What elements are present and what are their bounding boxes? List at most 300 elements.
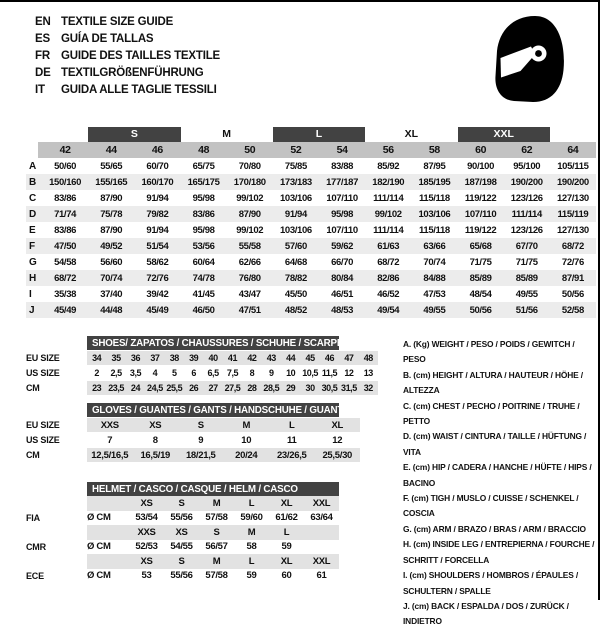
measurement-value-cell: 68/72: [561, 240, 584, 252]
measurement-value-cell: 173/183: [279, 176, 312, 188]
measurement-value-cell: 87/90: [238, 208, 261, 220]
gloves-size-value: XS: [149, 419, 162, 431]
shoes-us-size-value: 11,5: [321, 368, 338, 378]
gloves-cm-label: CM: [26, 450, 40, 460]
gloves-eu-size-label: EU SIZE: [26, 420, 60, 430]
measurement-value-cell: 115/119: [557, 208, 589, 220]
measurement-value-cell: 87/91: [561, 272, 584, 284]
helmet-table: [26, 482, 339, 583]
numeric-size-label: 44: [105, 144, 117, 156]
helmet-diameter-unit: Ø CM: [87, 570, 111, 582]
gloves-cm-value: 23/26,5: [276, 449, 307, 461]
helmet-table-title: HELMET / CASCO / CASQUE / HELM / CASCO: [87, 482, 339, 496]
gloves-size-value: XL: [331, 419, 344, 431]
shoes-eu-size-value: 37: [150, 353, 160, 363]
measurement-value-cell: 49/55: [515, 288, 538, 300]
helmet-size-row: [26, 496, 339, 511]
helmet-size-label: S: [213, 526, 220, 538]
helmet-diameter-value: 52/53: [135, 541, 158, 553]
table-row: [26, 174, 596, 190]
language-title-text: GUIDA ALLE TAGLIE TESSILI: [61, 83, 217, 96]
numeric-size-label: 50: [244, 144, 256, 156]
shoes-eu-size-value: 34: [92, 353, 102, 363]
measurement-value-cell: 67/70: [515, 240, 538, 252]
size-group-xxl: XXL: [458, 127, 550, 142]
shoes-eu-size-value: 45: [305, 353, 315, 363]
helmet-standard-label: ECE: [26, 570, 44, 581]
measurement-value-cell: 99/102: [374, 208, 402, 220]
shoes-cm-value: 27,5: [224, 383, 241, 393]
language-title-row: [35, 81, 220, 98]
gloves-us-size-value: 11: [287, 434, 297, 446]
measurement-value-cell: 65/68: [469, 240, 492, 252]
shoes-eu-size-value: 38: [169, 353, 179, 363]
shoes-us-size-value: 13: [363, 368, 373, 378]
helmet-size-row: [26, 554, 339, 569]
language-title-row: [35, 30, 220, 47]
measurement-value-cell: 45/50: [284, 288, 307, 300]
gloves-us-size-value: 9: [198, 434, 204, 446]
helmet-size-label: S: [178, 497, 185, 509]
measurement-value-cell: 50/60: [54, 160, 77, 172]
shoes-cm-value: 31,5: [341, 383, 357, 393]
legend-item: I. (cm) SHOULDERS / HOMBROS / ÉPAULES / SCHULTERN / SPALLE: [403, 570, 579, 596]
shoes-cm-value: 25,5: [166, 383, 183, 393]
measurement-value-cell: 107/110: [464, 208, 497, 220]
measurement-value-cell: 56/60: [100, 256, 123, 268]
measurement-value-cell: 59/62: [331, 240, 354, 252]
measurement-value-cell: 95/98: [192, 224, 215, 236]
legend-item: C. (cm) CHEST / PECHO / POITRINE / TRUHE / PETTO: [403, 400, 580, 427]
measurement-value-cell: 62/66: [238, 256, 261, 268]
shoes-eu-size-value: 46: [324, 353, 335, 363]
row-label: I: [29, 288, 32, 300]
measurement-value-cell: 70/74: [100, 272, 123, 284]
measurement-value-cell: 127/130: [556, 224, 589, 236]
measurement-value-cell: 44/48: [100, 304, 123, 316]
measurement-value-cell: 160/170: [141, 176, 174, 188]
table-row: [26, 190, 596, 206]
measurement-value-cell: 123/126: [510, 192, 543, 204]
language-code: EN: [35, 15, 51, 28]
measurement-value-cell: 41/45: [192, 288, 215, 300]
measurement-value-cell: 83/86: [54, 192, 77, 204]
helmet-size-label: L: [283, 526, 290, 538]
shoes-us-size-value: 12: [344, 368, 354, 378]
measurement-value-cell: 111/114: [511, 208, 542, 220]
measurement-value-cell: 95/100: [513, 160, 541, 172]
measurement-value-cell: 54/58: [54, 256, 77, 268]
helmet-value-row: [26, 511, 339, 526]
shoes-us-size-value: 4: [152, 368, 158, 378]
size-group-s: S: [88, 127, 180, 142]
gloves-us-size-row: [26, 433, 360, 447]
measurement-value-cell: 75/85: [284, 160, 307, 172]
measurement-value-cell: 99/102: [236, 192, 264, 204]
measurement-value-cell: 83/86: [192, 208, 215, 220]
measurement-value-cell: 87/90: [100, 192, 123, 204]
language-title-list: [35, 13, 220, 98]
helmet-standard-group: [26, 496, 339, 525]
helmet-size-label: M: [212, 497, 221, 509]
language-title-text: GUIDE DES TAILLES TEXTILE: [61, 49, 220, 62]
row-label: D: [29, 208, 37, 220]
measurement-value-cell: 150/160: [49, 176, 82, 188]
helmet-size-row: [26, 525, 339, 540]
helmet-size-label: XL: [280, 555, 293, 567]
legend-item: E. (cm) HIP / CADERA / HANCHE / HÜFTE / HIPS / BACINO: [403, 462, 592, 488]
measurement-value-cell: 95/98: [331, 208, 354, 220]
measurement-value-cell: 165/175: [187, 176, 220, 188]
measurement-value-cell: 107/110: [326, 192, 358, 204]
measurement-value-cell: 57/60: [284, 240, 307, 252]
measurement-value-cell: 49/52: [100, 240, 123, 252]
gloves-size-value: L: [288, 419, 295, 431]
measurement-value-cell: 48/54: [469, 288, 492, 300]
gloves-cm-value: 12,5/16,5: [91, 449, 129, 461]
language-title-row: [35, 64, 220, 81]
table-row: [26, 206, 596, 222]
measurement-value-cell: 115/118: [418, 192, 450, 204]
row-label: E: [29, 224, 36, 236]
legend-item: H. (cm) INSIDE LEG / ENTREPIERNA / FOURCHE / SCHRITT / FORCELLA: [403, 539, 595, 565]
measurement-value-cell: 85/89: [469, 272, 492, 284]
measurement-value-cell: 127/130: [556, 192, 589, 204]
shoes-table: [26, 336, 378, 395]
measurement-value-cell: 64/68: [284, 256, 307, 268]
legend-item: J. (cm) BACK / ESPALDA / DOS / ZURÜCK / INDIETRO: [403, 600, 569, 627]
legend-item: B. (cm) HEIGHT / ALTURA / HAUTEUR / HÖHE / ALTEZZA: [403, 369, 583, 396]
table-row: [26, 254, 596, 270]
language-title-text: GUÍA DE TALLAS: [61, 32, 154, 45]
measurement-value-cell: 46/50: [192, 304, 215, 316]
measurement-value-cell: 35/38: [54, 288, 77, 300]
legend-item: D. (cm) WAIST / CINTURA / TAILLE / HÜFTUNG / VITA: [403, 431, 587, 457]
shoes-eu-size-value: 39: [189, 353, 199, 363]
measurement-value-cell: 60/64: [192, 256, 215, 268]
helmet-size-label: XS: [140, 497, 153, 509]
measurement-value-cell: 95/98: [192, 192, 215, 204]
measurement-value-cell: 71/74: [54, 208, 77, 220]
shoes-cm-value: 29: [286, 383, 296, 393]
measurement-value-cell: 47/50: [54, 240, 77, 252]
measurement-value-cell: 91/94: [284, 208, 307, 220]
measurement-value-cell: 82/86: [377, 272, 400, 284]
measurement-value-cell: 187/198: [464, 176, 497, 188]
legend-item: A. (Kg) WEIGHT / PESO / POIDS / GEWITCH / PESO: [403, 339, 575, 365]
helmet-icon: [490, 13, 568, 105]
helmet-diameter-value: 56/57: [205, 541, 228, 553]
measurement-rows: [26, 158, 596, 318]
measurement-value-cell: 190/200: [556, 176, 589, 188]
shoes-us-size-value: 5: [172, 368, 177, 378]
shoes-eu-size-value: 42: [247, 353, 257, 363]
helmet-standard-group: [26, 554, 339, 583]
gloves-cm-value: 18/21,5: [185, 449, 216, 461]
shoes-cm-value: 24,5: [147, 383, 163, 393]
shoes-us-size-value: 6: [191, 368, 196, 378]
measurement-value-cell: 90/100: [467, 160, 495, 172]
numeric-size-label: 60: [475, 144, 487, 156]
size-group-header-row: [26, 126, 596, 142]
measurement-value-cell: 91/94: [146, 192, 169, 204]
measurement-value-cell: 115/118: [418, 224, 450, 236]
gloves-cm-value: 25,5/30: [322, 449, 353, 461]
table-row: [26, 222, 596, 238]
row-label: G: [29, 256, 37, 268]
measurement-value-cell: 79/82: [146, 208, 169, 220]
helmet-diameter-value: 57/58: [205, 570, 228, 582]
helmet-size-label: M: [247, 526, 256, 538]
shoes-cm-value: 30: [305, 383, 315, 393]
size-group-m: M: [222, 128, 232, 140]
numeric-size-label: 54: [336, 144, 348, 156]
measurement-value-cell: 55/58: [238, 240, 261, 252]
measurement-value-cell: 49/55: [423, 304, 446, 316]
gloves-eu-size-row: [26, 418, 360, 432]
helmet-size-label: S: [178, 555, 185, 567]
measurement-value-cell: 170/180: [233, 176, 266, 188]
shoes-eu-size-value: 35: [111, 353, 121, 363]
measurement-value-cell: 49/54: [377, 304, 400, 316]
measurement-value-cell: 58/62: [146, 256, 169, 268]
helmet-diameter-value: 55/56: [170, 512, 193, 524]
measurement-value-cell: 80/84: [331, 272, 354, 284]
shoes-eu-size-value: 47: [344, 353, 354, 363]
helmet-diameter-value: 59: [281, 541, 292, 553]
shoes-us-size-value: 2: [94, 368, 99, 378]
measurement-value-cell: 105/115: [557, 160, 589, 172]
shoes-cm-label: CM: [26, 383, 40, 393]
measurement-value-cell: 51/54: [146, 240, 169, 252]
shoes-us-size-row: [26, 366, 378, 380]
size-group-xl: XL: [404, 128, 419, 140]
measurement-value-cell: 103/106: [279, 224, 312, 236]
measurement-value-cell: 50/56: [561, 288, 584, 300]
measurement-value-cell: 47/53: [423, 288, 446, 300]
shoes-cm-value: 28: [247, 383, 257, 393]
measurement-value-cell: 177/187: [326, 176, 359, 188]
measurement-value-cell: 119/122: [464, 224, 497, 236]
shoes-us-size-value: 2,5: [110, 368, 122, 378]
gloves-us-size-value: 8: [152, 434, 158, 446]
measurement-value-cell: 63/66: [423, 240, 446, 252]
language-code: FR: [35, 49, 50, 62]
shoes-us-size-value: 8: [249, 368, 255, 378]
helmet-diameter-value: 54/55: [170, 541, 193, 553]
helmet-standard-group: [26, 525, 339, 554]
measurement-value-cell: 72/76: [146, 272, 169, 284]
measurement-value-cell: 45/49: [54, 304, 77, 316]
measurement-value-cell: 185/195: [418, 176, 451, 188]
helmet-diameter-unit: Ø CM: [87, 541, 111, 553]
gloves-cm-value: 20/24: [235, 449, 258, 461]
measurement-value-cell: 48/53: [331, 304, 354, 316]
measurement-value-cell: 76/80: [238, 272, 261, 284]
shoes-eu-size-value: 40: [208, 353, 218, 363]
numeric-size-label: 42: [59, 144, 71, 156]
measurement-value-cell: 65/75: [192, 160, 215, 172]
measurement-value-cell: 60/70: [146, 160, 169, 172]
gloves-size-value: M: [242, 419, 251, 431]
measurement-value-cell: 111/114: [373, 192, 404, 204]
measurement-value-cell: 68/72: [54, 272, 77, 284]
row-label: F: [29, 240, 36, 252]
shoes-us-size-value: 10,5: [302, 368, 318, 378]
shoes-cm-value: 28,5: [263, 383, 280, 393]
helmet-diameter-value: 59/60: [240, 512, 263, 524]
row-label: H: [29, 272, 37, 284]
shoes-cm-value: 30,5: [321, 383, 338, 393]
measurement-value-cell: 155/165: [95, 176, 128, 188]
helmet-size-label: XXS: [137, 526, 156, 538]
table-row: [26, 286, 596, 302]
legend-item: F. (cm) TIGH / MUSLO / CUISSE / SCHENKEL / COSCIA: [403, 493, 579, 519]
row-label: B: [29, 176, 37, 188]
measurement-value-cell: 85/89: [515, 272, 538, 284]
language-title-text: TEXTILGRÖßENFÜHRUNG: [61, 66, 204, 79]
shoes-us-size-value: 9: [269, 368, 274, 378]
language-code: ES: [35, 32, 50, 45]
measurement-value-cell: 83/86: [54, 224, 77, 236]
shoes-us-size-value: 3,5: [129, 368, 142, 378]
language-code: IT: [35, 83, 45, 96]
helmet-standard-groups: [26, 496, 339, 583]
gloves-table-title: GLOVES / GUANTES / GANTS / HANDSCHUHE / GUANTI: [87, 403, 339, 417]
helmet-size-label: XS: [140, 555, 153, 567]
measurement-value-cell: 91/94: [146, 224, 169, 236]
measurement-value-cell: 74/78: [192, 272, 215, 284]
gloves-cm-row: [26, 448, 360, 462]
table-row: [26, 302, 596, 318]
shoes-us-size-value: 6,5: [207, 368, 219, 378]
legend-item: G. (cm) ARM / BRAZO / BRAS / ARM / BRACCIO: [403, 523, 586, 534]
measurement-value-cell: 39/42: [146, 288, 169, 300]
helmet-diameter-value: 58: [246, 541, 257, 553]
shoes-cm-value: 23,5: [108, 383, 124, 393]
measurement-value-cell: 87/90: [100, 224, 123, 236]
numeric-size-label: 52: [290, 144, 302, 156]
measurement-value-cell: 37/40: [100, 288, 123, 300]
measurement-value-cell: 119/122: [464, 192, 497, 204]
gloves-us-size-value: 7: [107, 434, 113, 446]
measurement-value-cell: 46/52: [377, 288, 400, 300]
gloves-us-size-label: US SIZE: [26, 435, 60, 445]
helmet-diameter-value: 59: [246, 570, 257, 582]
helmet-diameter-value: 63/64: [310, 512, 333, 524]
shoes-cm-value: 24: [130, 383, 141, 393]
helmet-diameter-value: 53/54: [135, 512, 158, 524]
helmet-value-row: [26, 569, 339, 584]
measurement-value-cell: 53/56: [192, 240, 215, 252]
row-label: J: [29, 304, 35, 316]
measurement-value-cell: 78/82: [284, 272, 307, 284]
numeric-size-header-row: [26, 142, 596, 158]
measurement-value-cell: 83/88: [331, 160, 354, 172]
shoes-us-size-value: 7,5: [226, 368, 239, 378]
measurement-value-cell: 75/78: [100, 208, 123, 220]
shoes-cm-value: 26: [189, 383, 199, 393]
measurement-value-cell: 103/106: [418, 208, 451, 220]
helmet-size-label: L: [248, 555, 255, 567]
measurement-value-cell: 85/92: [377, 160, 400, 172]
shoes-eu-size-value: 44: [286, 353, 296, 363]
helmet-diameter-unit: Ø CM: [87, 512, 111, 524]
helmet-value-row: [26, 540, 339, 555]
numeric-size-label: 56: [382, 144, 394, 156]
helmet-size-label: M: [212, 555, 221, 567]
shoes-us-size-label: US SIZE: [26, 368, 60, 378]
shoes-cm-value: 23: [92, 383, 102, 393]
language-title-row: [35, 13, 220, 30]
measurement-value-cell: 46/51: [331, 288, 354, 300]
shoes-eu-size-value: 36: [130, 353, 141, 363]
measurement-value-cell: 68/72: [377, 256, 400, 268]
helmet-diameter-value: 61: [316, 570, 327, 582]
shoes-cm-row: [26, 381, 378, 395]
measurement-value-cell: 70/80: [238, 160, 261, 172]
measurement-value-cell: 43/47: [238, 288, 261, 300]
shoes-cm-value: 27: [208, 383, 218, 393]
helmet-standard-label: CMR: [26, 541, 46, 552]
helmet-size-label: L: [248, 497, 255, 509]
shoes-eu-size-value: 41: [227, 353, 238, 363]
measurement-value-cell: 123/126: [510, 224, 543, 236]
row-label: A: [29, 160, 37, 172]
measurement-value-cell: 111/114: [373, 224, 404, 236]
helmet-diameter-value: 60: [281, 570, 292, 582]
gloves-size-value: XXS: [100, 419, 119, 431]
table-row: [26, 238, 596, 254]
measurement-value-cell: 103/106: [279, 192, 312, 204]
numeric-size-label: 48: [198, 144, 210, 156]
helmet-standard-label: FIA: [26, 512, 40, 523]
shoes-eu-size-value: 43: [266, 353, 276, 363]
measurement-value-cell: 182/190: [372, 176, 405, 188]
measurement-value-cell: 71/75: [515, 256, 538, 268]
measurement-legend: [403, 337, 596, 630]
numeric-size-label: 46: [151, 144, 163, 156]
measurement-value-cell: 190/200: [510, 176, 543, 188]
measurement-value-cell: 61/63: [377, 240, 400, 252]
numeric-size-label: 64: [567, 144, 579, 156]
measurement-value-cell: 87/95: [423, 160, 446, 172]
table-row: [26, 158, 596, 174]
measurement-value-cell: 48/52: [284, 304, 307, 316]
measurement-value-cell: 66/70: [331, 256, 354, 268]
shoes-table-title: SHOES/ ZAPATOS / CHAUSSURES / SCHUHE / SCARPE: [87, 336, 339, 350]
textile-size-table: [26, 126, 596, 318]
helmet-size-label: XXL: [312, 555, 331, 567]
helmet-size-label: XL: [280, 497, 293, 509]
helmet-diameter-value: 53: [141, 570, 152, 582]
measurement-value-cell: 70/74: [423, 256, 446, 268]
language-title-text: TEXTILE SIZE GUIDE: [61, 15, 174, 28]
language-title-row: [35, 47, 220, 64]
gloves-us-size-value: 10: [241, 434, 252, 446]
measurement-value-cell: 84/88: [423, 272, 446, 284]
measurement-value-cell: 71/75: [469, 256, 492, 268]
numeric-size-label: 58: [428, 144, 440, 156]
numeric-size-label: 62: [521, 144, 533, 156]
measurement-value-cell: 45/49: [146, 304, 169, 316]
measurement-value-cell: 50/56: [469, 304, 492, 316]
gloves-table: [26, 403, 360, 462]
measurement-value-cell: 99/102: [236, 224, 264, 236]
gloves-us-size-value: 12: [332, 434, 343, 446]
table-row: [26, 270, 596, 286]
measurement-value-cell: 107/110: [326, 224, 358, 236]
